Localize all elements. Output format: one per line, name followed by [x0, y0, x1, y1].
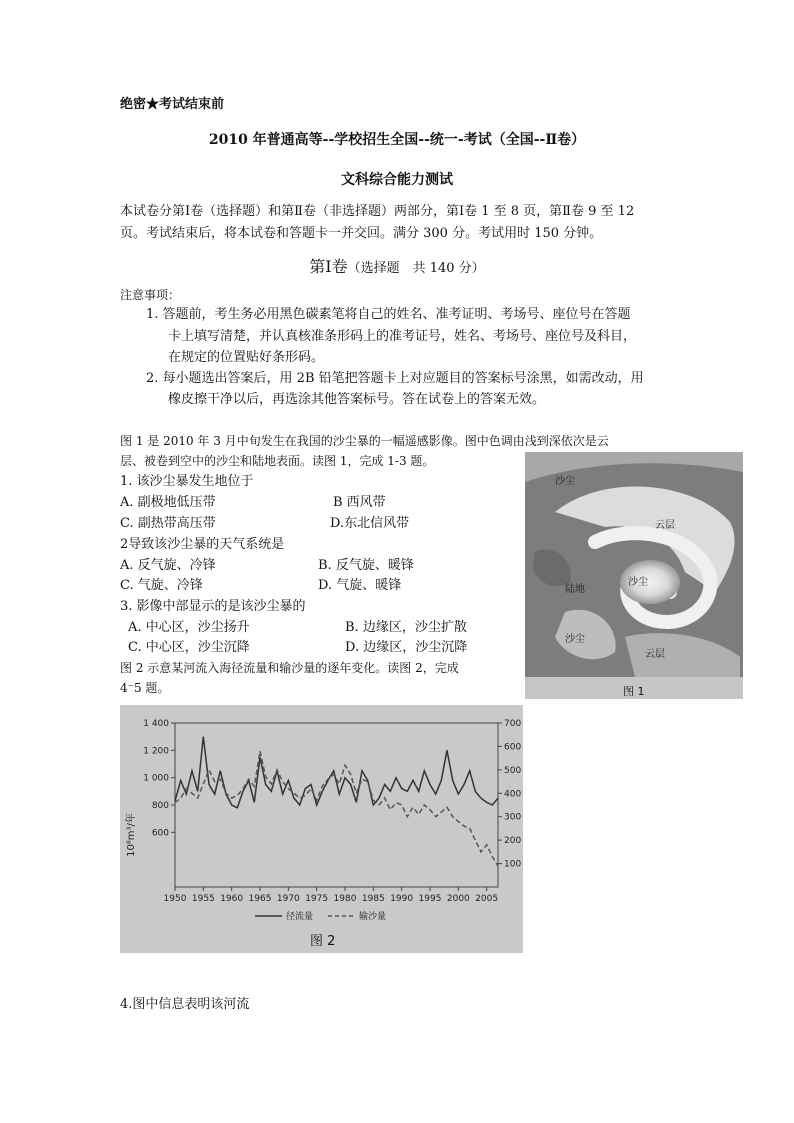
q1-option-b: B 西风带 — [333, 495, 386, 510]
q2-stem: 2导致该沙尘暴的天气系统是 — [120, 537, 285, 552]
x-tick-label: 1985 — [361, 894, 385, 904]
intro-line-2: 页。考试结束后，将本试卷和答题卡一并交回。满分 300 分。考试用时 150 分钟。 — [120, 226, 603, 241]
q2-option-c: C. 气旋、冷锋 — [120, 578, 203, 593]
plot-area-border — [175, 723, 498, 887]
fig1-label-dust-lower: 沙尘 — [565, 634, 585, 645]
section-heading — [0, 256, 794, 280]
y-right-tick-label: 700 — [504, 719, 522, 729]
figure-1-satellite-image — [525, 452, 743, 699]
note-line: 卡上填写清楚，并认真核准条形码上的准考证号，姓名、考场号、座位号及科目， — [168, 329, 637, 344]
x-tick-label: 1960 — [220, 894, 244, 904]
confidential-mark: 绝密★考试结束前 — [120, 97, 225, 112]
y-left-tick-label: 1 400 — [143, 719, 169, 729]
q3-stem: 3. 影像中部显示的是该沙尘暴的 — [120, 599, 306, 614]
chart-ylabel: 10⁸m³/年 — [126, 813, 137, 857]
x-tick-label: 2005 — [475, 894, 499, 904]
q4-stem: 4.图中信息表明该河流 — [120, 997, 250, 1012]
note-line: 在规定的位置贴好条形码。 — [168, 350, 325, 365]
q2-option-b: B. 反气旋、暖锋 — [318, 558, 414, 573]
x-tick-label: 1950 — [163, 894, 187, 904]
q1-option-c: C. 副热带高压带 — [120, 516, 216, 531]
x-tick-label: 1955 — [191, 894, 215, 904]
note-line: 橡皮擦干净以后，再选涂其他答案标号。答在试卷上的答案无效。 — [168, 392, 546, 407]
x-tick-label: 2000 — [446, 894, 470, 904]
y-left-tick-label: 800 — [151, 801, 169, 811]
y-left-tick-label: 600 — [151, 828, 169, 839]
notes-title: 注意事项： — [120, 288, 181, 302]
exam-subtitle: 文科综合能力测试 — [341, 172, 453, 188]
passage1-line-1: 图 1 是 2010 年 3 月中旬发生在我国的沙尘暴的一幅遥感影像。图中色调由浅到深依次是云 — [120, 434, 609, 448]
runoff-sediment-chart — [120, 705, 523, 953]
section-main: 第Ⅰ卷 — [309, 257, 348, 276]
fig1-caption: 图 1 — [623, 685, 645, 698]
legend-sediment-label: 输沙量 — [359, 912, 387, 922]
q1-option-d: D.东北信风带 — [330, 516, 410, 531]
x-tick-label: 1980 — [333, 894, 357, 904]
x-tick-label: 1970 — [276, 894, 300, 904]
exam-title: 2010 年普通高等--学校招生全国--统一-考试（全国--Ⅱ卷） — [208, 132, 586, 148]
chart-caption: 图 2 — [310, 934, 336, 949]
q3-option-b: B. 边缘区，沙尘扩散 — [345, 620, 467, 635]
series-runoff-line — [175, 737, 498, 808]
fig1-label-dust-center: 沙尘 — [628, 577, 648, 588]
y-right-tick-label: 200 — [504, 836, 522, 847]
note-line: 2. 每小题选出答案后，用 2B 铅笔把答题卡上对应题目的答案标号涂黑，如需改动，用 — [146, 371, 644, 386]
q1-option-a: A. 副极地低压带 — [120, 495, 216, 510]
chart-frame — [175, 723, 498, 887]
q3-option-c: C. 中心区，沙尘沉降 — [128, 640, 250, 655]
passage1-line-2: 层、被卷到空中的沙尘和陆地表面。读图 1，完成 1-3 题。 — [120, 454, 435, 468]
y-right-tick-label: 500 — [504, 765, 522, 776]
q2-option-a: A. 反气旋、冷锋 — [120, 558, 216, 573]
passage2-line-2: 4⁻5 题。 — [120, 681, 170, 695]
satellite-image-graphic — [525, 452, 743, 699]
x-tick-label: 1990 — [390, 894, 414, 904]
fig1-label-dust-top: 沙尘 — [555, 476, 575, 487]
figure-2-chart — [120, 705, 523, 953]
y-left-tick-label: 1 000 — [143, 773, 169, 784]
y-left-tick-label: 1 200 — [143, 746, 169, 757]
y-right-tick-label: 300 — [504, 812, 522, 823]
q1-stem: 1. 该沙尘暴发生地位于 — [120, 474, 254, 489]
x-tick-label: 1975 — [305, 894, 329, 904]
q3-option-a: A. 中心区，沙尘扬升 — [128, 620, 250, 635]
passage2-line-1: 图 2 示意某河流入海径流量和输沙量的逐年变化。读图 2，完成 — [120, 661, 459, 675]
y-right-tick-label: 600 — [504, 742, 522, 753]
note-line: 1. 答题前，考生务必用黑色碳素笔将自己的姓名、准考证明、考场号、座位号在答题 — [146, 307, 631, 322]
y-right-tick-label: 100 — [504, 859, 522, 870]
fig1-label-cloud-upper: 云层 — [655, 520, 675, 531]
intro-line-1: 本试卷分第Ⅰ卷（选择题）和第Ⅱ卷（非选择题）两部分，第Ⅰ卷 1 至 8 页，第Ⅱ卷 9 至 12 — [120, 204, 635, 219]
fig1-label-land: 陆地 — [565, 584, 585, 595]
x-tick-label: 1995 — [418, 894, 442, 904]
series-sediment-line — [175, 751, 498, 866]
fig1-label-cloud-lower: 云层 — [645, 649, 665, 660]
legend-runoff-label: 径流量 — [286, 912, 314, 922]
section-sub: （选择题 共 140 分） — [347, 261, 485, 276]
q2-option-d: D. 气旋、暖锋 — [318, 578, 402, 593]
x-tick-label: 1965 — [248, 894, 272, 904]
y-right-tick-label: 400 — [504, 789, 522, 800]
q3-option-d: D. 边缘区，沙尘沉降 — [345, 640, 468, 655]
